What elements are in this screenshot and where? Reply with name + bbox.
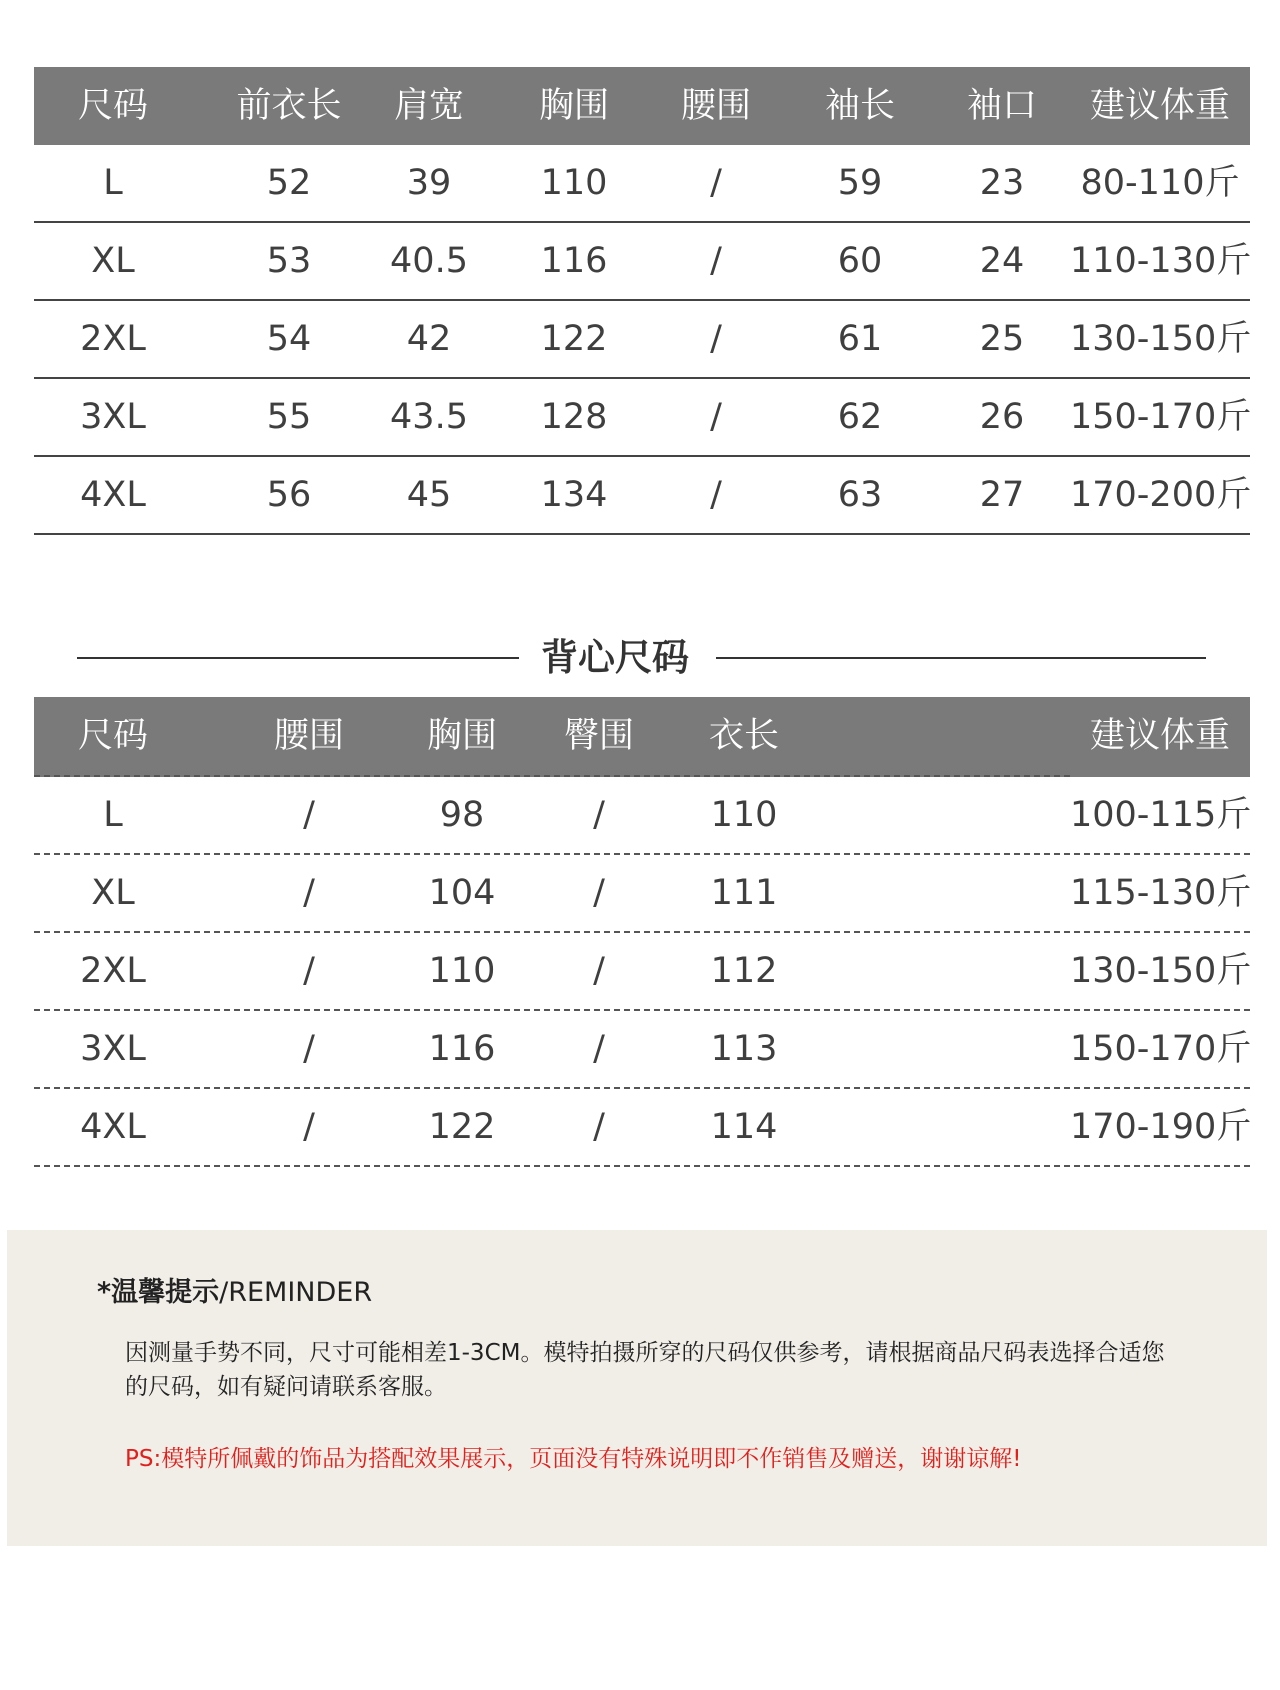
cell-weight: 130-150斤: [1070, 319, 1252, 359]
cell-hip: /: [593, 1029, 605, 1069]
cell-shoulder: 39: [406, 163, 452, 203]
cell-sleeve-length: 61: [837, 319, 883, 359]
table-row: [34, 1089, 1250, 1167]
table-row: [34, 1011, 1250, 1089]
cell-weight: 110-130斤: [1070, 241, 1252, 281]
cell-sleeve-length: 60: [837, 241, 883, 281]
divider-right: [716, 657, 1206, 659]
header-sleeve-length: 袖长: [824, 86, 895, 126]
cell-cuff: 24: [979, 241, 1025, 281]
cell-shoulder: 45: [406, 475, 452, 515]
table-row: [34, 301, 1250, 379]
cell-weight: 150-170斤: [1070, 397, 1252, 437]
cell-chest: 110: [540, 163, 608, 203]
header-size: 尺码: [77, 86, 148, 126]
size-table-vest: [34, 697, 1250, 1167]
cell-weight: 130-150斤: [1070, 951, 1252, 991]
cell-front-length: 55: [266, 397, 312, 437]
table-row: [34, 855, 1250, 933]
divider-left: [77, 657, 519, 659]
cell-chest: 122: [540, 319, 608, 359]
header-waist: 腰围: [273, 716, 344, 756]
header-chest: 胸围: [538, 86, 609, 126]
cell-waist: /: [710, 163, 722, 203]
cell-chest: 116: [540, 241, 608, 281]
cell-cuff: 25: [979, 319, 1025, 359]
table-header: [34, 67, 1250, 145]
cell-front-length: 54: [266, 319, 312, 359]
cell-size: 2XL: [80, 951, 146, 991]
cell-cuff: 27: [979, 475, 1025, 515]
cell-chest: 122: [428, 1107, 496, 1147]
header-shoulder: 肩宽: [393, 86, 464, 126]
header-waist: 腰围: [680, 86, 751, 126]
header-length: 衣长: [708, 716, 779, 756]
cell-chest: 116: [428, 1029, 496, 1069]
cell-size: 3XL: [80, 397, 146, 437]
cell-length: 113: [710, 1029, 778, 1069]
cell-hip: /: [593, 1107, 605, 1147]
header-weight: 建议体重: [1089, 716, 1230, 756]
cell-weight: 80-110斤: [1080, 163, 1240, 203]
cell-waist: /: [303, 1107, 315, 1147]
header-cuff: 袖口: [966, 86, 1037, 126]
cell-shoulder: 40.5: [390, 241, 468, 281]
cell-shoulder: 43.5: [390, 397, 468, 437]
cell-sleeve-length: 59: [837, 163, 883, 203]
cell-size: 4XL: [80, 475, 146, 515]
cell-chest: 134: [540, 475, 608, 515]
header-hip: 臀围: [563, 716, 634, 756]
reminder-box: [7, 1230, 1267, 1546]
table-row: [34, 777, 1250, 855]
cell-weight: 150-170斤: [1070, 1029, 1252, 1069]
reminder-ps-note: PS:模特所佩戴的饰品为搭配效果展示，页面没有特殊说明即不作销售及赠送，谢谢谅解!: [125, 1446, 1022, 1472]
cell-front-length: 52: [266, 163, 312, 203]
cell-length: 110: [710, 795, 778, 835]
header-size: 尺码: [77, 716, 148, 756]
cell-sleeve-length: 63: [837, 475, 883, 515]
cell-size: XL: [91, 873, 135, 913]
cell-weight: 170-200斤: [1070, 475, 1252, 515]
cell-cuff: 23: [979, 163, 1025, 203]
cell-waist: /: [710, 475, 722, 515]
header-weight: 建议体重: [1089, 86, 1230, 126]
cell-weight: 170-190斤: [1070, 1107, 1252, 1147]
reminder-title-en: /REMINDER: [219, 1277, 373, 1308]
cell-size: 2XL: [80, 319, 146, 359]
cell-waist: /: [710, 397, 722, 437]
cell-weight: 100-115斤: [1070, 795, 1252, 835]
cell-waist: /: [303, 1029, 315, 1069]
cell-size: L: [103, 795, 123, 835]
cell-size: 3XL: [80, 1029, 146, 1069]
cell-size: 4XL: [80, 1107, 146, 1147]
cell-waist: /: [303, 873, 315, 913]
vest-size-section-title: [0, 630, 1280, 686]
header-chest: 胸围: [426, 716, 497, 756]
cell-hip: /: [593, 951, 605, 991]
cell-chest: 104: [428, 873, 496, 913]
reminder-title: [97, 1270, 372, 1309]
cell-sleeve-length: 62: [837, 397, 883, 437]
cell-front-length: 56: [266, 475, 312, 515]
cell-waist: /: [303, 951, 315, 991]
reminder-title-cn: *温馨提示: [97, 1277, 220, 1308]
cell-waist: /: [710, 319, 722, 359]
reminder-body: 因测量手势不同，尺寸可能相差1-3CM。模特拍摄所穿的尺码仅供参考，请根据商品尺码表选择合适您的尺码，如有疑问请联系客服。: [125, 1340, 1165, 1400]
size-table-main: [34, 67, 1250, 535]
cell-cuff: 26: [979, 397, 1025, 437]
table-row: [34, 223, 1250, 301]
table-row: [34, 457, 1250, 535]
table-row: [34, 379, 1250, 457]
cell-length: 111: [710, 873, 778, 913]
cell-hip: /: [593, 873, 605, 913]
cell-chest: 110: [428, 951, 496, 991]
cell-size: XL: [91, 241, 135, 281]
cell-hip: /: [593, 795, 605, 835]
cell-waist: /: [303, 795, 315, 835]
cell-waist: /: [710, 241, 722, 281]
cell-length: 112: [710, 951, 778, 991]
header-front-length: 前衣长: [236, 86, 342, 126]
table-header: [34, 697, 1250, 777]
cell-front-length: 53: [266, 241, 312, 281]
cell-length: 114: [710, 1107, 778, 1147]
cell-chest: 128: [540, 397, 608, 437]
section-title-text: 背心尺码: [541, 636, 689, 679]
table-row: [34, 145, 1250, 223]
cell-size: L: [103, 163, 123, 203]
cell-weight: 115-130斤: [1070, 873, 1252, 913]
cell-shoulder: 42: [406, 319, 452, 359]
table-row: [34, 933, 1250, 1011]
cell-chest: 98: [439, 795, 485, 835]
